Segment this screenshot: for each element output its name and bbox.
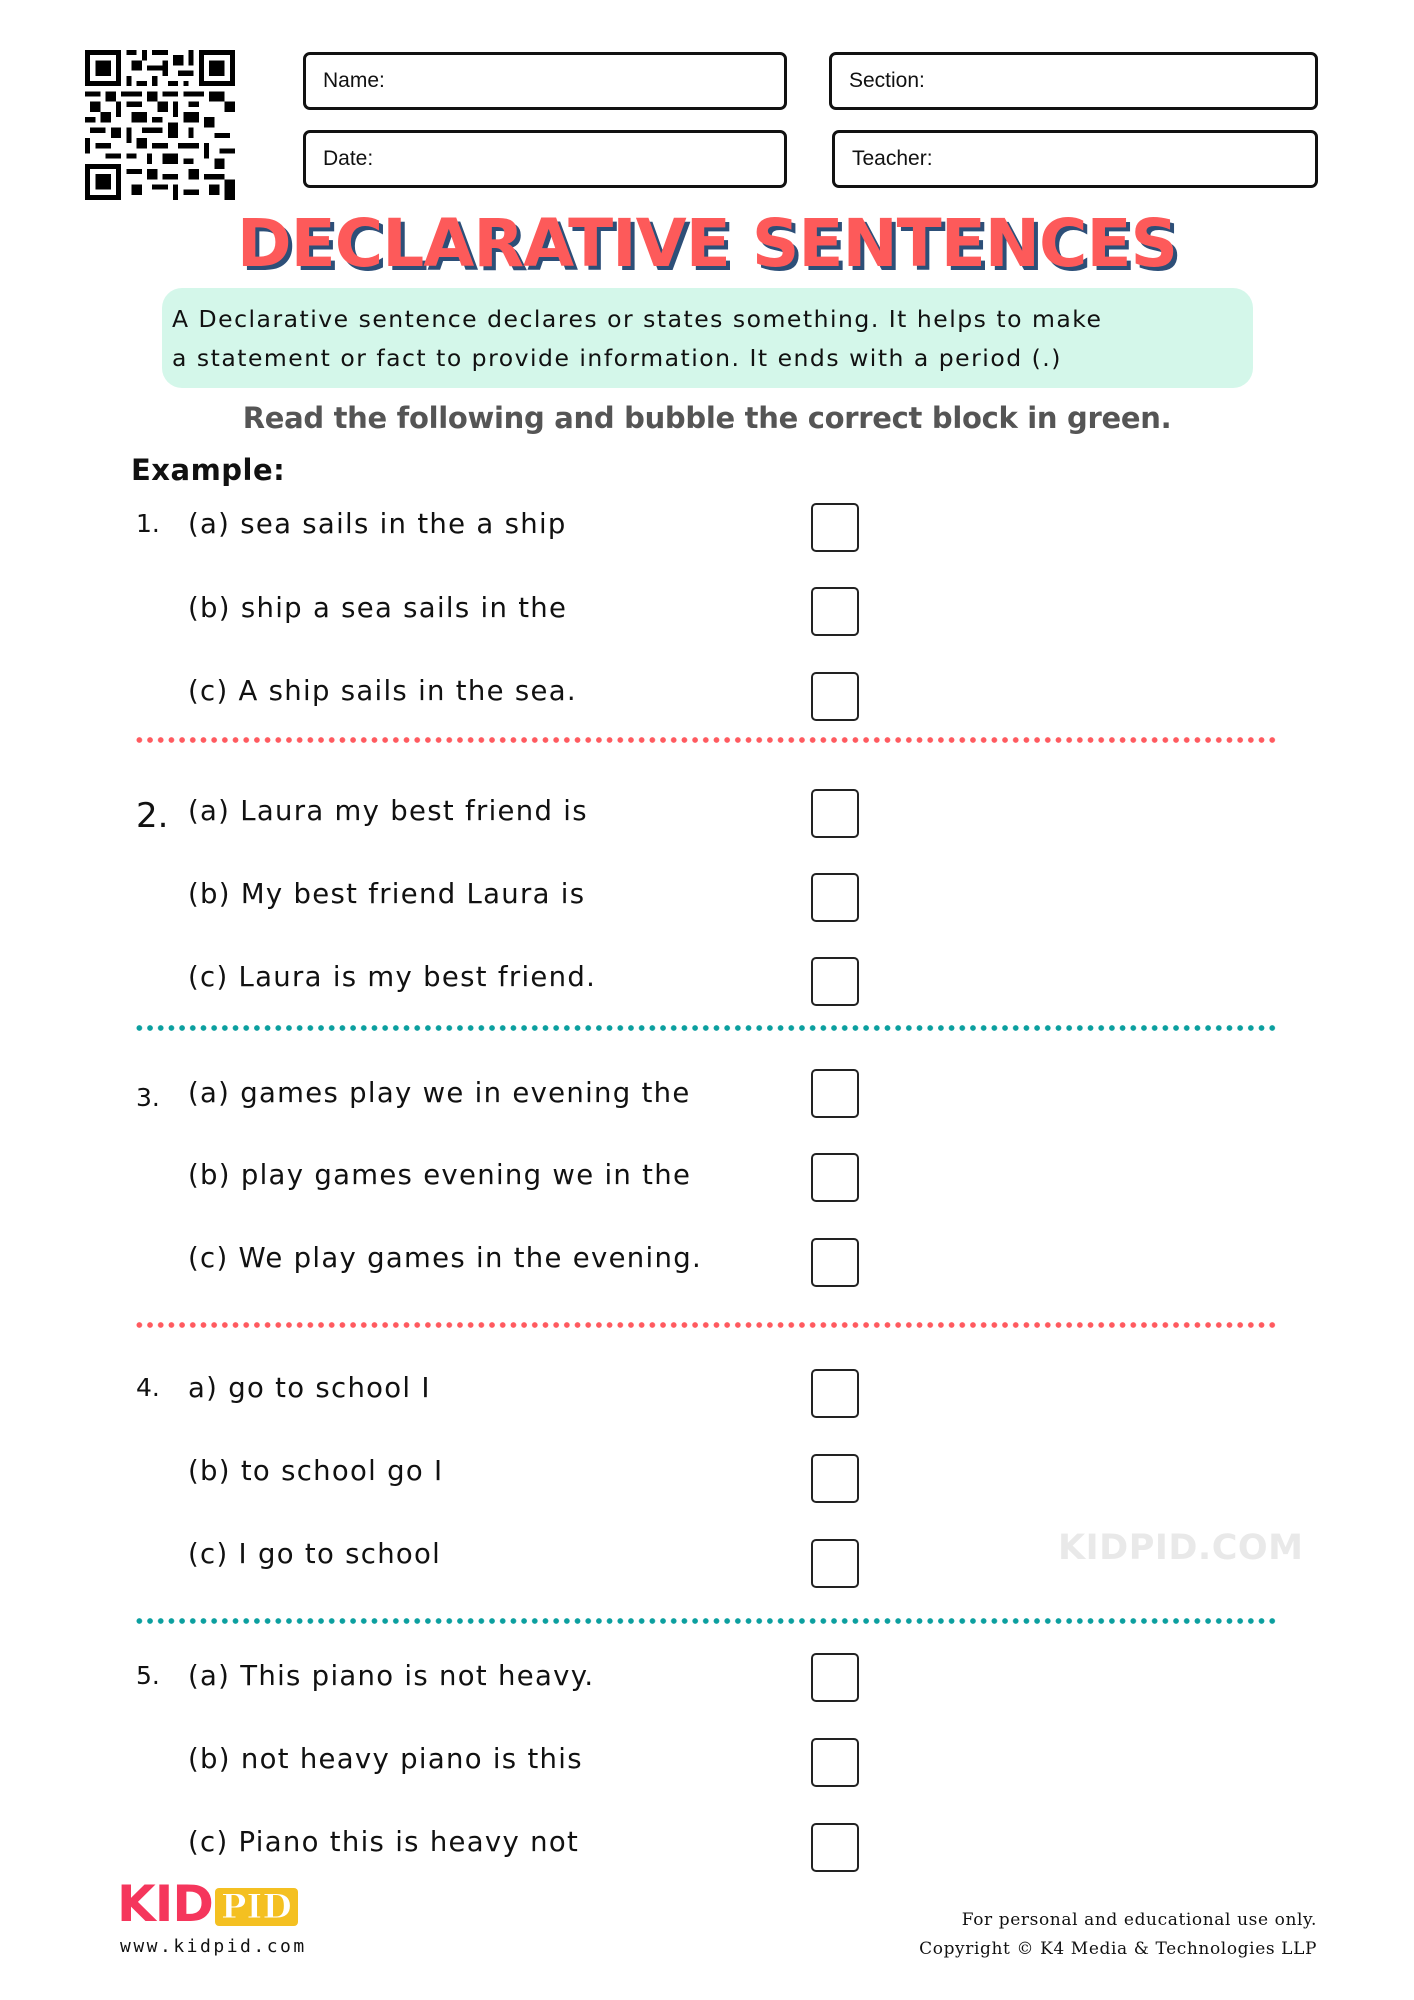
question-4-option-c: (c) I go to school xyxy=(188,1538,442,1570)
question-4-number: 4. xyxy=(136,1373,160,1402)
section-label: Section: xyxy=(849,69,925,92)
question-2-checkbox-b[interactable] xyxy=(811,873,859,922)
divider-teal xyxy=(134,1618,1280,1624)
question-2-checkbox-c[interactable] xyxy=(811,957,859,1006)
question-3-checkbox-b[interactable] xyxy=(811,1153,859,1202)
question-1-option-b: (b) ship a sea sails in the xyxy=(188,592,568,624)
question-5-option-c: (c) Piano this is heavy not xyxy=(188,1826,580,1858)
footer-usage-note: For personal and educational use only. xyxy=(961,1910,1317,1930)
question-4-option-a: a) go to school I xyxy=(188,1372,431,1404)
logo-pid-text: PID xyxy=(215,1888,298,1926)
question-1-checkbox-c[interactable] xyxy=(811,672,859,721)
question-4-checkbox-a[interactable] xyxy=(811,1369,859,1418)
section-field[interactable] xyxy=(829,52,1318,110)
definition-box xyxy=(162,288,1253,388)
question-3-checkbox-c[interactable] xyxy=(811,1238,859,1287)
qr-code xyxy=(85,50,235,200)
kidpid-logo[interactable] xyxy=(117,1870,298,1933)
question-5-checkbox-b[interactable] xyxy=(811,1738,859,1787)
question-3-number: 3. xyxy=(136,1083,160,1112)
footer-copyright: Copyright © K4 Media & Technologies LLP xyxy=(919,1939,1317,1959)
question-5-number: 5. xyxy=(136,1661,160,1690)
question-5-option-b: (b) not heavy piano is this xyxy=(188,1743,583,1775)
question-1-checkbox-a[interactable] xyxy=(811,503,859,552)
question-2-option-a: (a) Laura my best friend is xyxy=(188,795,588,827)
definition-line-1: A Declarative sentence declares or states something. It helps to make xyxy=(172,305,1103,333)
instruction-text: Read the following and bubble the correct block in green. xyxy=(242,401,1172,435)
watermark: KIDPID.COM xyxy=(1058,1528,1304,1568)
teacher-label: Teacher: xyxy=(852,147,933,170)
question-1-checkbox-b[interactable] xyxy=(811,587,859,636)
page-title: DECLARATIVE SENTENCES xyxy=(236,205,1178,282)
question-1-option-c: (c) A ship sails in the sea. xyxy=(188,675,577,707)
name-label: Name: xyxy=(323,69,385,92)
question-4-checkbox-b[interactable] xyxy=(811,1454,859,1503)
question-5-option-a: (a) This piano is not heavy. xyxy=(188,1660,595,1692)
date-field[interactable] xyxy=(303,130,787,188)
example-label: Example: xyxy=(131,453,286,487)
date-label: Date: xyxy=(323,147,374,170)
teacher-field[interactable] xyxy=(832,130,1318,188)
question-1-option-a: (a) sea sails in the a ship xyxy=(188,508,567,540)
question-2-number: 2. xyxy=(136,796,169,836)
divider-red xyxy=(134,1322,1280,1328)
question-3-option-b: (b) play games evening we in the xyxy=(188,1159,692,1191)
question-2-option-c: (c) Laura is my best friend. xyxy=(188,961,597,993)
question-4-option-b: (b) to school go I xyxy=(188,1455,444,1487)
definition-line-2: a statement or fact to provide information. It ends with a period (.) xyxy=(172,344,1062,372)
question-3-option-c: (c) We play games in the evening. xyxy=(188,1242,702,1274)
name-field[interactable] xyxy=(303,52,787,110)
divider-red xyxy=(134,737,1280,743)
question-2-option-b: (b) My best friend Laura is xyxy=(188,878,586,910)
question-3-option-a: (a) games play we in evening the xyxy=(188,1077,691,1109)
question-4-checkbox-c[interactable] xyxy=(811,1539,859,1588)
website-url[interactable]: www.kidpid.com xyxy=(120,1936,307,1957)
logo-kid-text: KID xyxy=(117,1875,213,1933)
question-3-checkbox-a[interactable] xyxy=(811,1069,859,1118)
qr-code-icon xyxy=(85,50,235,200)
question-2-checkbox-a[interactable] xyxy=(811,789,859,838)
question-5-checkbox-c[interactable] xyxy=(811,1823,859,1872)
copyright-footer xyxy=(919,1906,1317,1964)
question-5-checkbox-a[interactable] xyxy=(811,1653,859,1702)
divider-teal xyxy=(134,1025,1280,1031)
question-1-number: 1. xyxy=(136,509,160,538)
